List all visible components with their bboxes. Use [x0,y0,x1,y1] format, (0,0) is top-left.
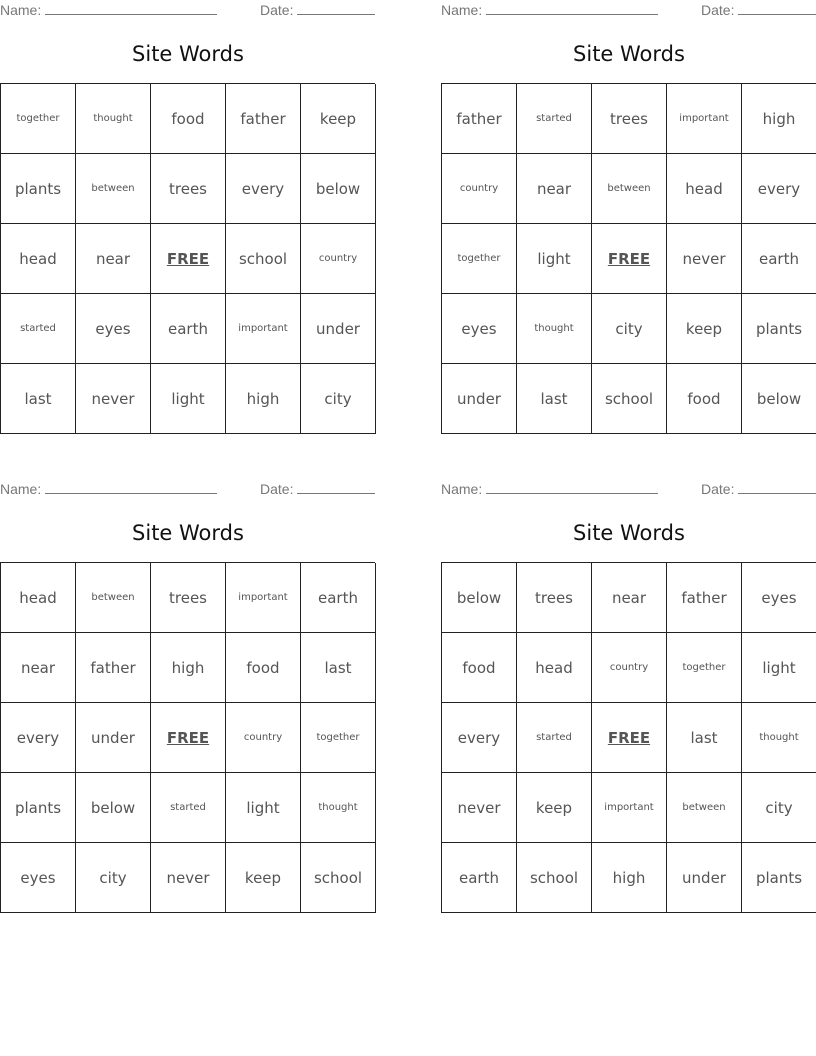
name-date-line [441,2,816,22]
word-cell: last [301,633,376,703]
name-date-line [0,2,376,22]
word-cell: head [1,224,76,294]
date-field [260,2,375,18]
free-space-cell: FREE [151,703,226,773]
word-cell: earth [151,294,226,364]
name-blank-line [45,2,217,15]
bingo-card [0,0,376,440]
word-cell: city [742,773,816,843]
word-cell: under [667,843,742,913]
free-space-cell: FREE [592,224,667,294]
date-field [260,481,375,497]
name-blank-line [486,2,658,15]
word-cell: head [667,154,742,224]
card-title: Site Words [573,42,685,66]
date-field [701,481,816,497]
word-cell: thought [301,773,376,843]
name-date-line [0,481,376,501]
bingo-card [0,479,376,919]
word-cell: between [76,154,151,224]
word-cell: never [76,364,151,434]
word-cell: started [1,294,76,364]
name-field [441,2,658,18]
word-cell: never [151,843,226,913]
card-title: Site Words [132,521,244,545]
word-cell: food [667,364,742,434]
word-cell: every [226,154,301,224]
word-cell: high [742,84,816,154]
word-cell: father [442,84,517,154]
word-cell: trees [151,563,226,633]
name-date-line [441,481,816,501]
word-cell: every [442,703,517,773]
word-cell: between [592,154,667,224]
word-cell: country [226,703,301,773]
word-cell: every [1,703,76,773]
name-field [441,481,658,497]
word-cell: together [442,224,517,294]
word-cell: food [226,633,301,703]
word-cell: country [301,224,376,294]
word-cell: earth [301,563,376,633]
name-label: Name: [0,2,42,18]
word-cell: under [76,703,151,773]
word-cell: under [301,294,376,364]
word-cell: father [226,84,301,154]
word-cell: started [517,703,592,773]
word-cell: together [1,84,76,154]
word-cell: eyes [742,563,816,633]
word-cell: country [592,633,667,703]
word-cell: every [742,154,816,224]
word-cell: keep [226,843,301,913]
word-cell: trees [151,154,226,224]
word-cell: never [442,773,517,843]
word-cell: father [76,633,151,703]
word-cell: high [592,843,667,913]
word-cell: light [151,364,226,434]
word-cell: last [1,364,76,434]
word-cell: plants [1,154,76,224]
card-title: Site Words [132,42,244,66]
word-cell: school [592,364,667,434]
date-label: Date: [260,481,294,497]
bingo-grid [0,562,375,913]
date-blank-line [297,2,375,15]
word-cell: together [301,703,376,773]
word-cell: eyes [76,294,151,364]
name-field [0,481,217,497]
date-label: Date: [701,2,735,18]
bingo-card [441,479,816,919]
word-cell: below [442,563,517,633]
word-cell: near [592,563,667,633]
word-cell: high [151,633,226,703]
word-cell: father [667,563,742,633]
free-space-cell: FREE [151,224,226,294]
word-cell: between [667,773,742,843]
word-cell: important [226,563,301,633]
word-cell: started [151,773,226,843]
word-cell: earth [742,224,816,294]
free-space-cell: FREE [592,703,667,773]
word-cell: last [667,703,742,773]
word-cell: near [517,154,592,224]
word-cell: light [226,773,301,843]
word-cell: plants [742,294,816,364]
word-cell: city [301,364,376,434]
word-cell: below [76,773,151,843]
word-cell: important [592,773,667,843]
word-cell: trees [592,84,667,154]
word-cell: thought [76,84,151,154]
bingo-grid [441,83,816,434]
word-cell: below [742,364,816,434]
word-cell: started [517,84,592,154]
word-cell: together [667,633,742,703]
word-cell: country [442,154,517,224]
word-cell: eyes [442,294,517,364]
word-cell: last [517,364,592,434]
word-cell: important [667,84,742,154]
word-cell: light [742,633,816,703]
date-blank-line [738,2,816,15]
word-cell: city [592,294,667,364]
word-cell: food [151,84,226,154]
word-cell: important [226,294,301,364]
name-label: Name: [0,481,42,497]
word-cell: never [667,224,742,294]
word-cell: keep [517,773,592,843]
word-cell: light [517,224,592,294]
bingo-grid [0,83,375,434]
name-blank-line [486,481,658,494]
word-cell: earth [442,843,517,913]
word-cell: near [76,224,151,294]
word-cell: city [76,843,151,913]
card-title: Site Words [573,521,685,545]
word-cell: below [301,154,376,224]
word-cell: head [1,563,76,633]
word-cell: thought [517,294,592,364]
word-cell: plants [1,773,76,843]
word-cell: near [1,633,76,703]
word-cell: between [76,563,151,633]
name-label: Name: [441,2,483,18]
date-field [701,2,816,18]
word-cell: food [442,633,517,703]
date-label: Date: [701,481,735,497]
word-cell: thought [742,703,816,773]
name-field [0,2,217,18]
word-cell: under [442,364,517,434]
word-cell: high [226,364,301,434]
word-cell: school [517,843,592,913]
bingo-grid [441,562,816,913]
word-cell: school [226,224,301,294]
word-cell: eyes [1,843,76,913]
word-cell: plants [742,843,816,913]
name-label: Name: [441,481,483,497]
word-cell: head [517,633,592,703]
word-cell: keep [301,84,376,154]
word-cell: trees [517,563,592,633]
date-blank-line [297,481,375,494]
date-blank-line [738,481,816,494]
date-label: Date: [260,2,294,18]
bingo-card [441,0,816,440]
word-cell: school [301,843,376,913]
word-cell: keep [667,294,742,364]
name-blank-line [45,481,217,494]
